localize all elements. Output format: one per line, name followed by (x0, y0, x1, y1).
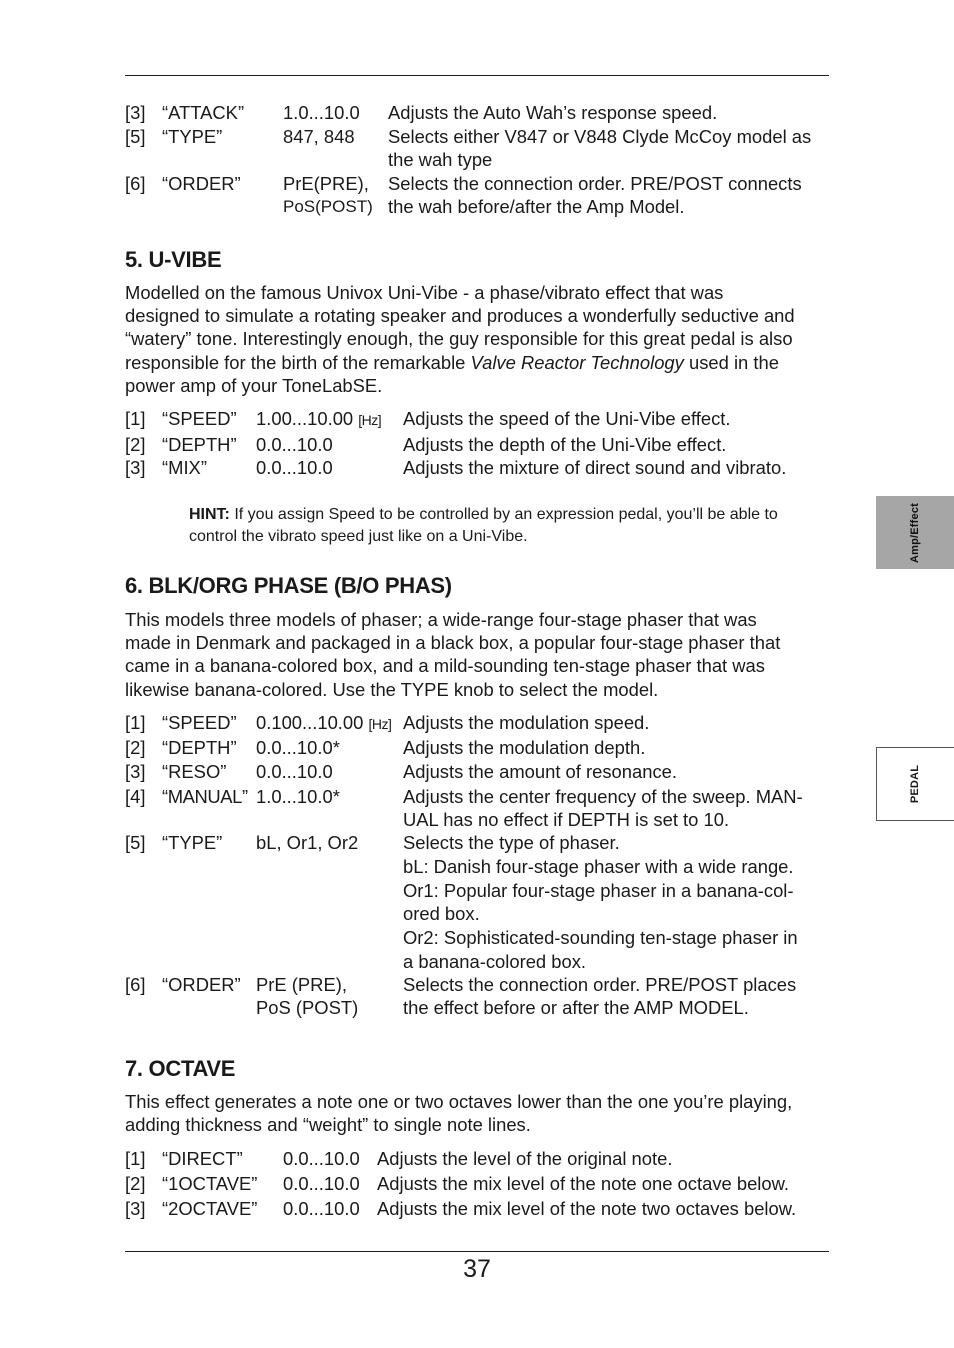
section-heading-phase: 6. BLK/ORG PHASE (B/O PHAS) (125, 573, 452, 598)
param-range: 847, 848 (283, 125, 355, 147)
section-heading-uvibe: 5. U-VIBE (125, 247, 222, 272)
param-name: “MANUAL” (162, 785, 248, 807)
param-row (125, 973, 831, 1019)
param-range: 0.0...10.0 (256, 761, 333, 783)
param-number: [3] (125, 761, 146, 783)
param-range: 0.0...10.0 (283, 1198, 360, 1219)
param-range: bL, Or1, Or2 (256, 831, 359, 853)
param-row (125, 125, 831, 172)
param-description: Adjusts the mixture of direct sound and vibrato. (403, 457, 787, 478)
param-name: “MIX” (162, 457, 207, 478)
bottom-rule (125, 1251, 829, 1252)
param-name: “DEPTH” (162, 737, 237, 759)
param-description: Adjusts the depth of the Uni-Vibe effect. (403, 433, 727, 455)
param-description: Adjusts the level of the original note. (377, 1148, 673, 1169)
param-number: [2] (125, 1173, 146, 1194)
param-name: “DIRECT” (162, 1148, 243, 1169)
param-range: 0.0...10.0* (256, 737, 340, 759)
param-number: [4] (125, 785, 146, 807)
param-number: [3] (125, 457, 146, 478)
param-description: Adjusts the mix level of the note one octave below. (377, 1173, 789, 1194)
param-row (125, 1146, 831, 1171)
param-description: Selects the connection order. PRE/POST connects the wah before/after the Amp Model. (388, 172, 802, 217)
param-number: [3] (125, 102, 146, 123)
param-number: [3] (125, 1198, 146, 1219)
param-description: Adjusts the center frequency of the sweep. MAN- UAL has no effect if DEPTH is set to 10. (403, 785, 803, 830)
param-description: Adjusts the Auto Wah’s response speed. (388, 102, 718, 123)
side-tab-label: PEDAL (909, 764, 922, 804)
phase-param-table (125, 711, 831, 1019)
param-row (125, 407, 831, 433)
param-description: Adjusts the speed of the Uni-Vibe effect. (403, 408, 731, 429)
hint-label: HINT: (189, 506, 230, 523)
param-row (125, 172, 831, 219)
param-range: PrE (PRE), PoS (POST) (256, 974, 359, 1019)
param-description: Adjusts the mix level of the note two octaves below. (377, 1198, 797, 1219)
param-range: 1.0...10.0* (256, 785, 340, 807)
param-range: 0.0...10.0 (256, 433, 333, 455)
uvibe-intro: Modelled on the famous Univox Uni-Vibe - a phase/vibrato effect that was designed to simulate a rotating speaker and produces a wonderfully seductive and “watery” tone. Interestingly enough, the guy responsible for this great pedal is also responsible for the birth of the remarkable Valve Reactor Technology used in the power amp of your ToneLabSE. (125, 282, 795, 396)
param-number: [6] (125, 172, 146, 194)
param-number: [1] (125, 1148, 146, 1169)
uvibe-param-table (125, 407, 831, 480)
param-row (125, 101, 831, 125)
param-description: Adjusts the modulation speed. (403, 712, 650, 733)
param-description: Adjusts the modulation depth. (403, 737, 646, 759)
param-name: “DEPTH” (162, 433, 237, 455)
param-row (125, 1171, 831, 1196)
param-description: Selects the type of phaser. bL: Danish four-stage phaser with a wide range. Or1: Popular four-stage phaser in a banana-col- ored box. Or2: Sophisticated-sounding ten-stage phaser in a banana-colored box. (403, 831, 798, 973)
param-name: “TYPE” (162, 125, 223, 147)
param-number: [6] (125, 974, 146, 996)
param-range: 0.100...10.00 [Hz] (256, 712, 392, 733)
param-number: [5] (125, 831, 146, 853)
octave-intro: This effect generates a note one or two octaves lower than the one you’re playing, adding thickness and “weight” to single note lines. (125, 1091, 793, 1136)
param-range: 0.0...10.0 (283, 1173, 360, 1194)
param-range: 1.0...10.0 (283, 102, 360, 123)
param-description: Selects the connection order. PRE/POST places the effect before or after the AMP MODEL. (403, 974, 797, 1019)
param-name: “SPEED” (162, 712, 237, 733)
param-row (125, 736, 831, 760)
param-name: “RESO” (162, 761, 227, 783)
param-name: “ATTACK” (162, 102, 245, 123)
param-number: [5] (125, 125, 146, 147)
param-number: [2] (125, 737, 146, 759)
param-name: “1OCTAVE” (162, 1173, 258, 1194)
param-row (125, 1196, 831, 1221)
top-rule (125, 75, 829, 76)
side-tab-pedal[interactable] (876, 747, 954, 821)
param-name: “SPEED” (162, 408, 237, 429)
param-row (125, 711, 831, 736)
octave-param-table (125, 1146, 831, 1221)
section-heading-octave: 7. OCTAVE (125, 1056, 236, 1081)
param-range: 0.0...10.0 (283, 1148, 360, 1169)
param-row (125, 785, 831, 831)
param-name: “ORDER” (162, 172, 241, 194)
wah-param-table (125, 101, 831, 219)
param-description: Selects either V847 or V848 Clyde McCoy model as the wah type (388, 125, 812, 170)
param-range: 1.00...10.00 [Hz] (256, 408, 382, 429)
param-row (125, 456, 831, 480)
param-range: PrE(PRE), PoS(POST) (283, 172, 373, 216)
param-row (125, 831, 831, 973)
side-tab-amp-effect[interactable] (876, 496, 954, 569)
param-description: Adjusts the amount of resonance. (403, 761, 677, 783)
param-number: [1] (125, 408, 146, 429)
param-number: [1] (125, 712, 146, 733)
param-name: “TYPE” (162, 831, 223, 853)
param-number: [2] (125, 433, 146, 455)
page-number: 37 (463, 1255, 491, 1283)
param-name: “2OCTAVE” (162, 1198, 258, 1219)
phase-intro: This models three models of phaser; a wide-range four-stage phaser that was made in Denmark and packaged in a black box, a popular four-stage phaser that came in a banana-colored box, and a mild-sounding ten-stage phaser that was likewise banana-colored. Use the TYPE knob to select the model. (125, 609, 781, 700)
hint-note: HINT: If you assign Speed to be controlled by an expression pedal, you’ll be able to control the vibrato speed just like on a Uni-Vibe. (189, 506, 778, 545)
param-row (125, 760, 831, 784)
param-row (125, 433, 831, 457)
param-name: “ORDER” (162, 974, 241, 996)
param-range: 0.0...10.0 (256, 457, 333, 478)
side-tab-label: Amp/Effect (909, 502, 921, 563)
